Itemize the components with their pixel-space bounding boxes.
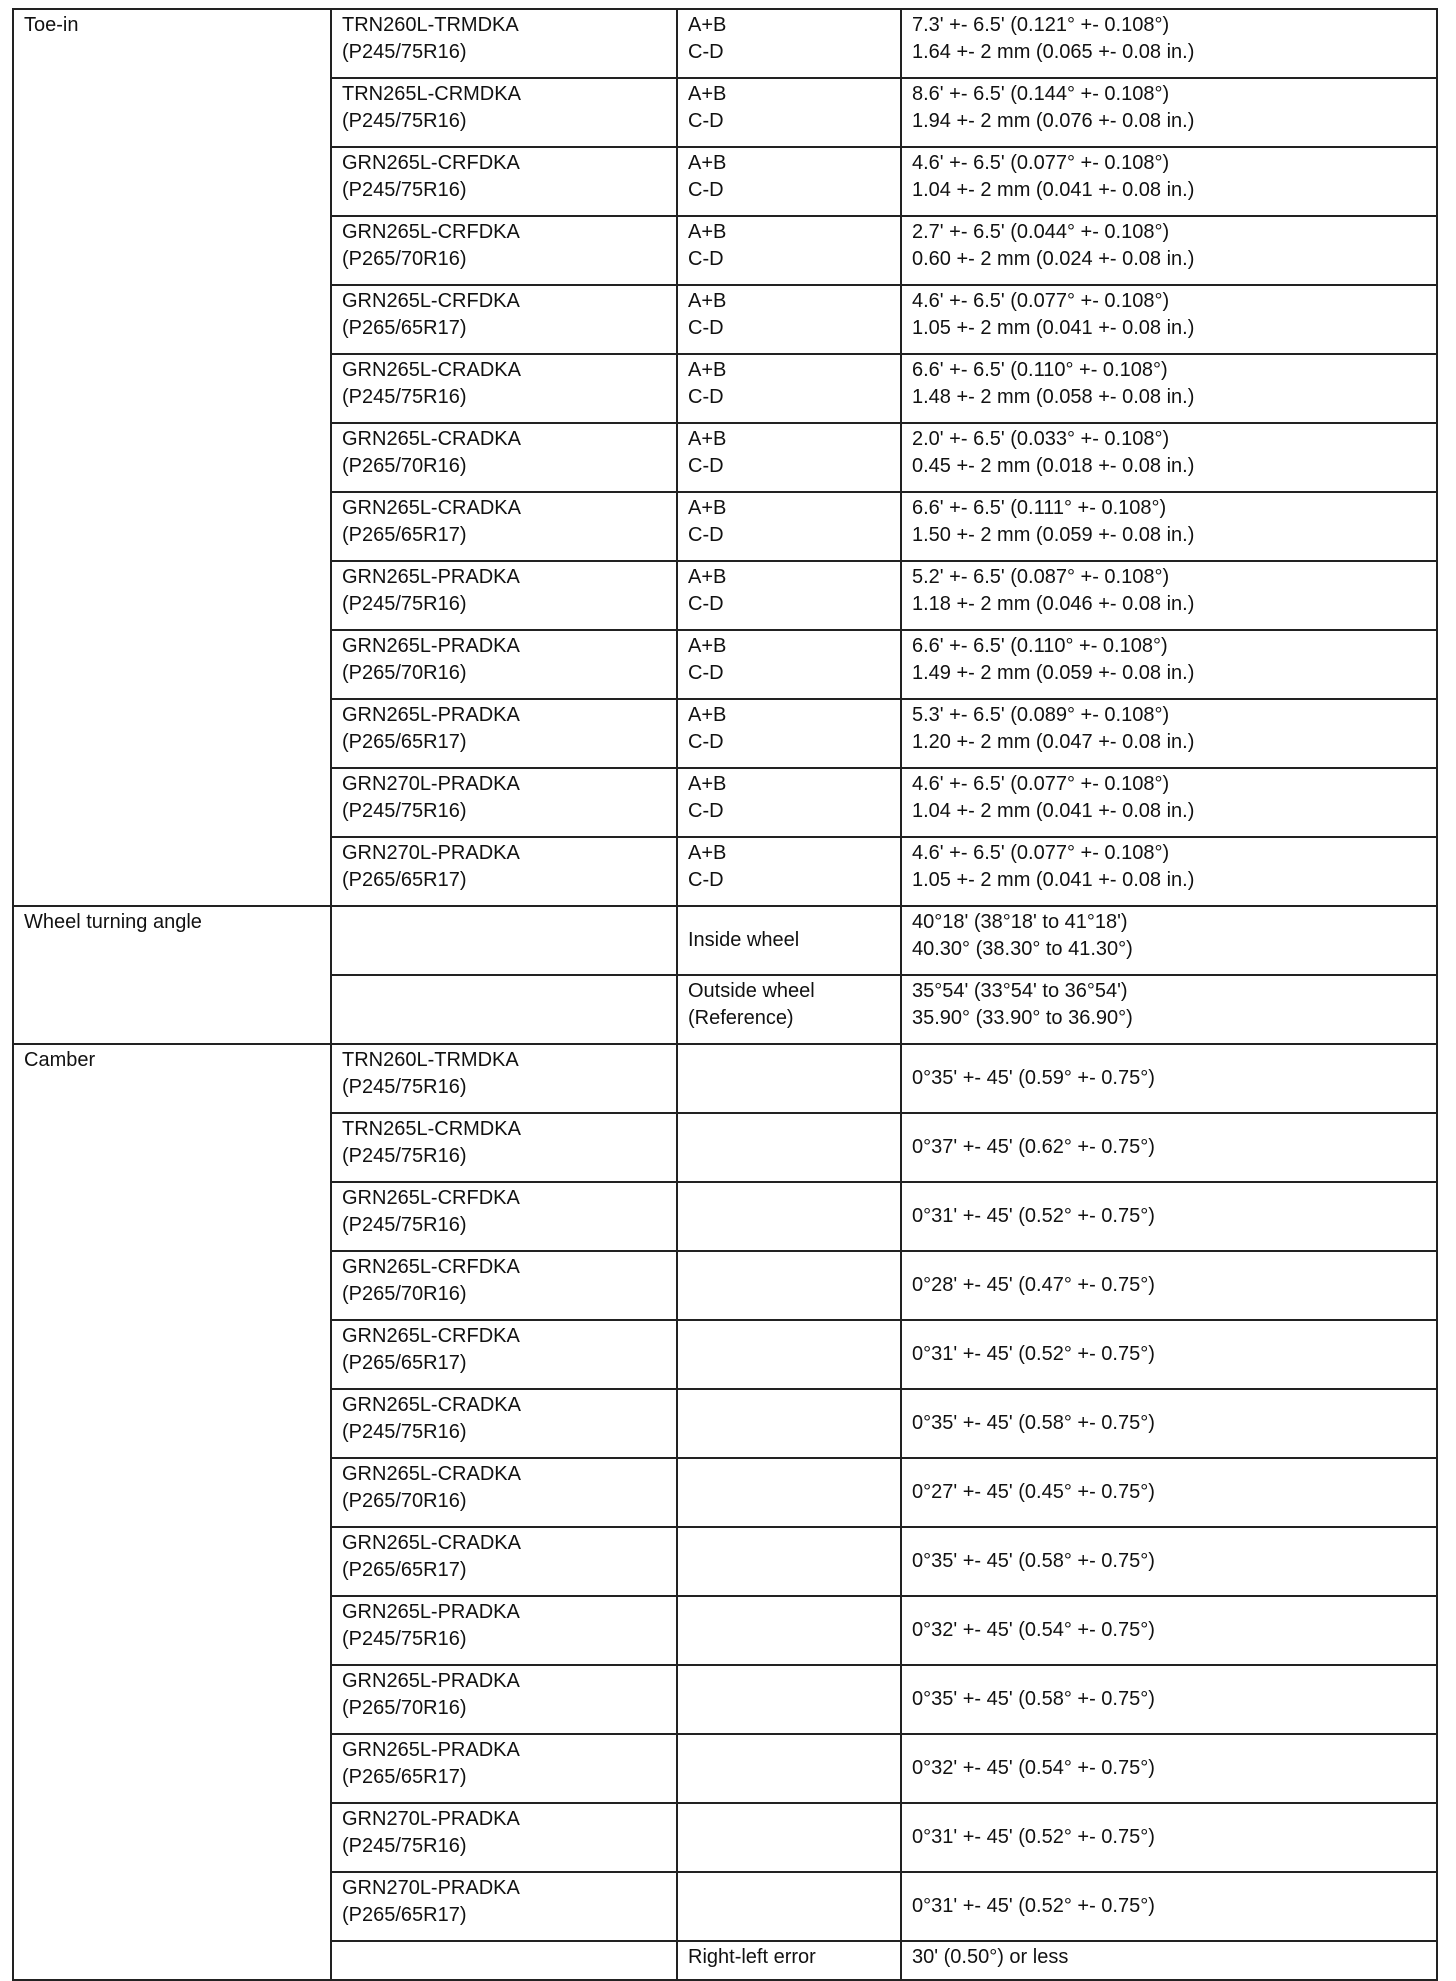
camber-value: 0°32' +- 45' (0.54° +- 0.75°) — [901, 1596, 1437, 1665]
model-name: GRN265L-CRADKA — [342, 1394, 521, 1416]
toe-in-model-cell — [331, 630, 677, 699]
spec-table-body — [13, 9, 1437, 1980]
toe-in-model-cell — [331, 78, 677, 147]
condition-c-d: C-D — [688, 41, 724, 63]
toe-angle-value: 5.3' +- 6.5' (0.089° +- 0.108°) — [912, 704, 1170, 726]
tire-size: (P265/65R17) — [342, 524, 467, 546]
toe-distance-value: 1.64 +- 2 mm (0.065 +- 0.08 in.) — [912, 41, 1195, 63]
toe-angle-value: 4.6' +- 6.5' (0.077° +- 0.108°) — [912, 152, 1170, 174]
toe-in-value-cell — [901, 492, 1437, 561]
camber-value: 0°35' +- 45' (0.58° +- 0.75°) — [901, 1665, 1437, 1734]
toe-in-condition-cell — [677, 768, 901, 837]
toe-in-condition-cell — [677, 285, 901, 354]
empty-cell — [677, 1872, 901, 1941]
empty-cell — [677, 1389, 901, 1458]
camber-model-cell — [331, 1113, 677, 1182]
tire-size: (P265/70R16) — [342, 662, 467, 684]
inside-wheel-dms: 40°18' (38°18' to 41°18') — [912, 911, 1128, 933]
condition-a-b: A+B — [688, 83, 727, 105]
model-name: GRN270L-PRADKA — [342, 1808, 520, 1830]
camber-model-cell — [331, 1182, 677, 1251]
camber-model-cell — [331, 1803, 677, 1872]
toe-in-condition-cell — [677, 492, 901, 561]
condition-a-b: A+B — [688, 566, 727, 588]
camber-model-cell — [331, 1665, 677, 1734]
toe-angle-value: 2.7' +- 6.5' (0.044° +- 0.108°) — [912, 221, 1170, 243]
toe-in-condition-cell — [677, 147, 901, 216]
tire-size: (P245/75R16) — [342, 179, 467, 201]
toe-in-value-cell — [901, 354, 1437, 423]
toe-in-model-cell — [331, 354, 677, 423]
tire-size: (P245/75R16) — [342, 1214, 467, 1236]
model-name: TRN260L-TRMDKA — [342, 14, 519, 36]
toe-distance-value: 1.49 +- 2 mm (0.059 +- 0.08 in.) — [912, 662, 1195, 684]
model-name: GRN265L-CRADKA — [342, 359, 521, 381]
camber-value: 0°31' +- 45' (0.52° +- 0.75°) — [901, 1320, 1437, 1389]
condition-c-d: C-D — [688, 869, 724, 891]
toe-distance-value: 1.94 +- 2 mm (0.076 +- 0.08 in.) — [912, 110, 1195, 132]
inside-wheel-deg: 40.30° (38.30° to 41.30°) — [912, 938, 1133, 960]
toe-angle-value: 4.6' +- 6.5' (0.077° +- 0.108°) — [912, 842, 1170, 864]
toe-in-row — [13, 9, 1437, 78]
toe-in-condition-cell — [677, 837, 901, 906]
condition-c-d: C-D — [688, 110, 724, 132]
toe-angle-value: 2.0' +- 6.5' (0.033° +- 0.108°) — [912, 428, 1170, 450]
toe-in-condition-cell — [677, 699, 901, 768]
condition-a-b: A+B — [688, 428, 727, 450]
camber-model-cell — [331, 1596, 677, 1665]
toe-in-model-cell — [331, 699, 677, 768]
toe-angle-value: 6.6' +- 6.5' (0.110° +- 0.108°) — [912, 359, 1168, 381]
model-name: GRN270L-PRADKA — [342, 773, 520, 795]
condition-a-b: A+B — [688, 497, 727, 519]
model-name: GRN265L-CRADKA — [342, 428, 521, 450]
camber-model-cell — [331, 1872, 677, 1941]
empty-cell — [677, 1251, 901, 1320]
toe-distance-value: 1.05 +- 2 mm (0.041 +- 0.08 in.) — [912, 869, 1195, 891]
condition-c-d: C-D — [688, 179, 724, 201]
tire-size: (P245/75R16) — [342, 1145, 467, 1167]
empty-cell — [677, 1182, 901, 1251]
toe-in-value-cell — [901, 285, 1437, 354]
model-name: TRN265L-CRMDKA — [342, 1118, 521, 1140]
empty-cell — [677, 1320, 901, 1389]
condition-c-d: C-D — [688, 524, 724, 546]
empty-cell — [677, 1803, 901, 1872]
tire-size: (P265/70R16) — [342, 455, 467, 477]
tire-size: (P265/65R17) — [342, 1904, 467, 1926]
condition-c-d: C-D — [688, 800, 724, 822]
condition-c-d: C-D — [688, 386, 724, 408]
condition-a-b: A+B — [688, 359, 727, 381]
toe-in-condition-cell — [677, 630, 901, 699]
camber-value: 0°28' +- 45' (0.47° +- 0.75°) — [901, 1251, 1437, 1320]
empty-cell — [677, 1596, 901, 1665]
toe-in-condition-cell — [677, 423, 901, 492]
toe-in-model-cell — [331, 492, 677, 561]
condition-a-b: A+B — [688, 152, 727, 174]
camber-model-cell — [331, 1251, 677, 1320]
outside-wheel-reference: (Reference) — [688, 1007, 794, 1029]
toe-in-value-cell — [901, 78, 1437, 147]
model-name: GRN265L-CRFDKA — [342, 221, 520, 243]
model-name: GRN270L-PRADKA — [342, 1877, 520, 1899]
condition-a-b: A+B — [688, 635, 727, 657]
toe-distance-value: 1.04 +- 2 mm (0.041 +- 0.08 in.) — [912, 179, 1195, 201]
camber-value: 0°31' +- 45' (0.52° +- 0.75°) — [901, 1803, 1437, 1872]
model-name: GRN265L-PRADKA — [342, 1739, 520, 1761]
tire-size: (P245/75R16) — [342, 110, 467, 132]
toe-distance-value: 1.20 +- 2 mm (0.047 +- 0.08 in.) — [912, 731, 1195, 753]
empty-cell — [677, 1113, 901, 1182]
empty-cell — [331, 975, 677, 1044]
toe-distance-value: 0.45 +- 2 mm (0.018 +- 0.08 in.) — [912, 455, 1195, 477]
tire-size: (P245/75R16) — [342, 593, 467, 615]
toe-in-model-cell — [331, 9, 677, 78]
model-name: GRN265L-PRADKA — [342, 635, 520, 657]
empty-cell — [677, 1458, 901, 1527]
toe-in-model-cell — [331, 768, 677, 837]
condition-c-d: C-D — [688, 662, 724, 684]
model-name: GRN265L-PRADKA — [342, 566, 520, 588]
wheel-turning-label: Wheel turning angle — [13, 906, 331, 1044]
toe-in-value-cell — [901, 216, 1437, 285]
camber-model-cell — [331, 1044, 677, 1113]
toe-in-value-cell — [901, 9, 1437, 78]
camber-row — [13, 1044, 1437, 1113]
toe-in-value-cell — [901, 561, 1437, 630]
empty-cell — [677, 1734, 901, 1803]
camber-value: 0°35' +- 45' (0.58° +- 0.75°) — [901, 1527, 1437, 1596]
toe-angle-value: 5.2' +- 6.5' (0.087° +- 0.108°) — [912, 566, 1170, 588]
condition-c-d: C-D — [688, 593, 724, 615]
toe-angle-value: 8.6' +- 6.5' (0.144° +- 0.108°) — [912, 83, 1170, 105]
toe-angle-value: 4.6' +- 6.5' (0.077° +- 0.108°) — [912, 773, 1170, 795]
model-name: TRN265L-CRMDKA — [342, 83, 521, 105]
model-name: GRN265L-CRFDKA — [342, 152, 520, 174]
empty-cell — [331, 1941, 677, 1980]
tire-size: (P265/65R17) — [342, 1766, 467, 1788]
model-name: GRN265L-PRADKA — [342, 1601, 520, 1623]
camber-value: 0°37' +- 45' (0.62° +- 0.75°) — [901, 1113, 1437, 1182]
model-name: GRN265L-PRADKA — [342, 1670, 520, 1692]
condition-a-b: A+B — [688, 842, 727, 864]
inside-wheel-label: Inside wheel — [677, 906, 901, 975]
toe-in-label: Toe-in — [13, 9, 331, 906]
model-name: GRN265L-CRFDKA — [342, 290, 520, 312]
tire-size: (P245/75R16) — [342, 41, 467, 63]
model-name: GRN265L-CRADKA — [342, 497, 521, 519]
toe-in-model-cell — [331, 837, 677, 906]
toe-in-model-cell — [331, 561, 677, 630]
toe-in-value-cell — [901, 630, 1437, 699]
toe-in-value-cell — [901, 699, 1437, 768]
tire-size: (P245/75R16) — [342, 1421, 467, 1443]
tire-size: (P245/75R16) — [342, 1835, 467, 1857]
camber-value: 0°35' +- 45' (0.59° +- 0.75°) — [901, 1044, 1437, 1113]
alignment-spec-table — [12, 8, 1438, 1981]
tire-size: (P245/75R16) — [342, 1076, 467, 1098]
condition-a-b: A+B — [688, 704, 727, 726]
camber-model-cell — [331, 1527, 677, 1596]
condition-a-b: A+B — [688, 221, 727, 243]
toe-in-condition-cell — [677, 561, 901, 630]
toe-angle-value: 6.6' +- 6.5' (0.110° +- 0.108°) — [912, 635, 1168, 657]
model-name: GRN265L-CRFDKA — [342, 1256, 520, 1278]
camber-model-cell — [331, 1320, 677, 1389]
toe-distance-value: 1.04 +- 2 mm (0.041 +- 0.08 in.) — [912, 800, 1195, 822]
tire-size: (P265/65R17) — [342, 1352, 467, 1374]
tire-size: (P265/70R16) — [342, 1283, 467, 1305]
outside-wheel-dms: 35°54' (33°54' to 36°54') — [912, 980, 1128, 1002]
condition-c-d: C-D — [688, 455, 724, 477]
toe-angle-value: 4.6' +- 6.5' (0.077° +- 0.108°) — [912, 290, 1170, 312]
toe-distance-value: 1.18 +- 2 mm (0.046 +- 0.08 in.) — [912, 593, 1195, 615]
model-name: GRN265L-CRADKA — [342, 1463, 521, 1485]
empty-cell — [677, 1044, 901, 1113]
toe-in-value-cell — [901, 423, 1437, 492]
camber-value: 0°31' +- 45' (0.52° +- 0.75°) — [901, 1182, 1437, 1251]
wheel-turning-inside-row — [13, 906, 1437, 975]
toe-in-model-cell — [331, 285, 677, 354]
right-left-error-value: 30' (0.50°) or less — [901, 1941, 1437, 1980]
tire-size: (P245/75R16) — [342, 800, 467, 822]
toe-in-value-cell — [901, 768, 1437, 837]
tire-size: (P245/75R16) — [342, 386, 467, 408]
tire-size: (P265/65R17) — [342, 731, 467, 753]
camber-value: 0°31' +- 45' (0.52° +- 0.75°) — [901, 1872, 1437, 1941]
outside-wheel-label-cell — [677, 975, 901, 1044]
model-name: GRN265L-CRADKA — [342, 1532, 521, 1554]
outside-wheel-label: Outside wheel — [688, 980, 815, 1002]
tire-size: (P265/70R16) — [342, 1490, 467, 1512]
tire-size: (P265/70R16) — [342, 248, 467, 270]
outside-wheel-deg: 35.90° (33.90° to 36.90°) — [912, 1007, 1133, 1029]
model-name: GRN265L-CRFDKA — [342, 1325, 520, 1347]
toe-in-condition-cell — [677, 78, 901, 147]
condition-a-b: A+B — [688, 290, 727, 312]
toe-distance-value: 1.48 +- 2 mm (0.058 +- 0.08 in.) — [912, 386, 1195, 408]
right-left-error-label: Right-left error — [677, 1941, 901, 1980]
toe-in-value-cell — [901, 837, 1437, 906]
toe-distance-value: 1.05 +- 2 mm (0.041 +- 0.08 in.) — [912, 317, 1195, 339]
tire-size: (P245/75R16) — [342, 1628, 467, 1650]
toe-in-model-cell — [331, 423, 677, 492]
tire-size: (P265/65R17) — [342, 1559, 467, 1581]
empty-cell — [331, 906, 677, 975]
toe-in-condition-cell — [677, 216, 901, 285]
model-name: GRN270L-PRADKA — [342, 842, 520, 864]
toe-in-model-cell — [331, 216, 677, 285]
camber-model-cell — [331, 1458, 677, 1527]
model-name: GRN265L-PRADKA — [342, 704, 520, 726]
tire-size: (P265/70R16) — [342, 1697, 467, 1719]
toe-distance-value: 1.50 +- 2 mm (0.059 +- 0.08 in.) — [912, 524, 1195, 546]
condition-c-d: C-D — [688, 248, 724, 270]
empty-cell — [677, 1665, 901, 1734]
toe-in-condition-cell — [677, 9, 901, 78]
camber-label: Camber — [13, 1044, 331, 1980]
condition-c-d: C-D — [688, 317, 724, 339]
tire-size: (P265/65R17) — [342, 869, 467, 891]
model-name: GRN265L-CRFDKA — [342, 1187, 520, 1209]
camber-model-cell — [331, 1389, 677, 1458]
condition-a-b: A+B — [688, 14, 727, 36]
camber-value: 0°27' +- 45' (0.45° +- 0.75°) — [901, 1458, 1437, 1527]
inside-wheel-value-cell — [901, 906, 1437, 975]
camber-value: 0°32' +- 45' (0.54° +- 0.75°) — [901, 1734, 1437, 1803]
outside-wheel-value-cell — [901, 975, 1437, 1044]
toe-angle-value: 6.6' +- 6.5' (0.111° +- 0.108°) — [912, 497, 1167, 519]
condition-a-b: A+B — [688, 773, 727, 795]
toe-distance-value: 0.60 +- 2 mm (0.024 +- 0.08 in.) — [912, 248, 1195, 270]
condition-c-d: C-D — [688, 731, 724, 753]
toe-in-value-cell — [901, 147, 1437, 216]
toe-in-condition-cell — [677, 354, 901, 423]
empty-cell — [677, 1527, 901, 1596]
tire-size: (P265/65R17) — [342, 317, 467, 339]
toe-in-model-cell — [331, 147, 677, 216]
camber-value: 0°35' +- 45' (0.58° +- 0.75°) — [901, 1389, 1437, 1458]
toe-angle-value: 7.3' +- 6.5' (0.121° +- 0.108°) — [912, 14, 1170, 36]
model-name: TRN260L-TRMDKA — [342, 1049, 519, 1071]
camber-model-cell — [331, 1734, 677, 1803]
